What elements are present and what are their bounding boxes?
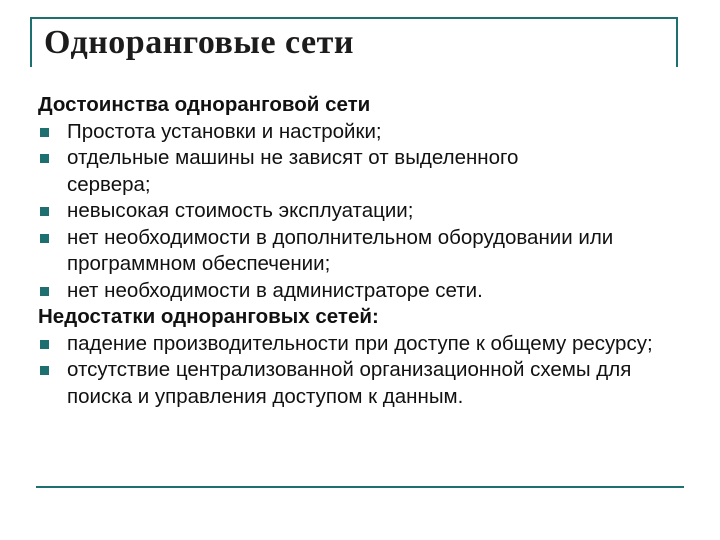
list-item xyxy=(38,357,697,410)
square-bullet-icon xyxy=(40,340,49,349)
title-frame-top-border xyxy=(30,17,678,19)
disadvantages-list xyxy=(38,331,698,411)
slide-content xyxy=(38,92,698,410)
list-item-text: отдельные машины не зависят от выделенного сервера; xyxy=(67,146,519,196)
list-item-text: нет необходимости в дополнительном оборудовании или программном обеспечении; xyxy=(67,225,614,275)
list-item-text: нет необходимости в администраторе сети. xyxy=(67,278,483,302)
list-item xyxy=(38,225,707,278)
square-bullet-icon xyxy=(40,287,49,296)
advantages-list xyxy=(38,119,698,305)
list-item-text: невысокая стоимость эксплуатации; xyxy=(67,199,414,222)
list-item-text: падение производительности при доступе к общему ресурсу; xyxy=(67,331,653,355)
list-item-text: Простота установки и настройки; xyxy=(67,119,382,143)
square-bullet-icon xyxy=(40,207,49,216)
list-item xyxy=(38,331,697,358)
list-item xyxy=(38,198,698,225)
list-item xyxy=(38,145,607,198)
list-item-text: отсутствие централизованной организационной схемы для поиска и управления доступом к данным. xyxy=(67,358,632,408)
list-item xyxy=(38,119,698,146)
slide-title: Одноранговые сети xyxy=(44,24,354,61)
square-bullet-icon xyxy=(40,154,49,163)
disadvantages-heading: Недостатки одноранговых сетей: xyxy=(38,305,379,328)
title-frame-right-border xyxy=(676,17,678,67)
list-item xyxy=(38,278,698,305)
square-bullet-icon xyxy=(40,366,49,375)
advantages-heading: Достоинства одноранговой сети xyxy=(38,93,371,116)
title-frame-left-border xyxy=(30,17,32,67)
square-bullet-icon xyxy=(40,128,49,137)
square-bullet-icon xyxy=(40,234,49,243)
bottom-divider xyxy=(36,486,684,488)
